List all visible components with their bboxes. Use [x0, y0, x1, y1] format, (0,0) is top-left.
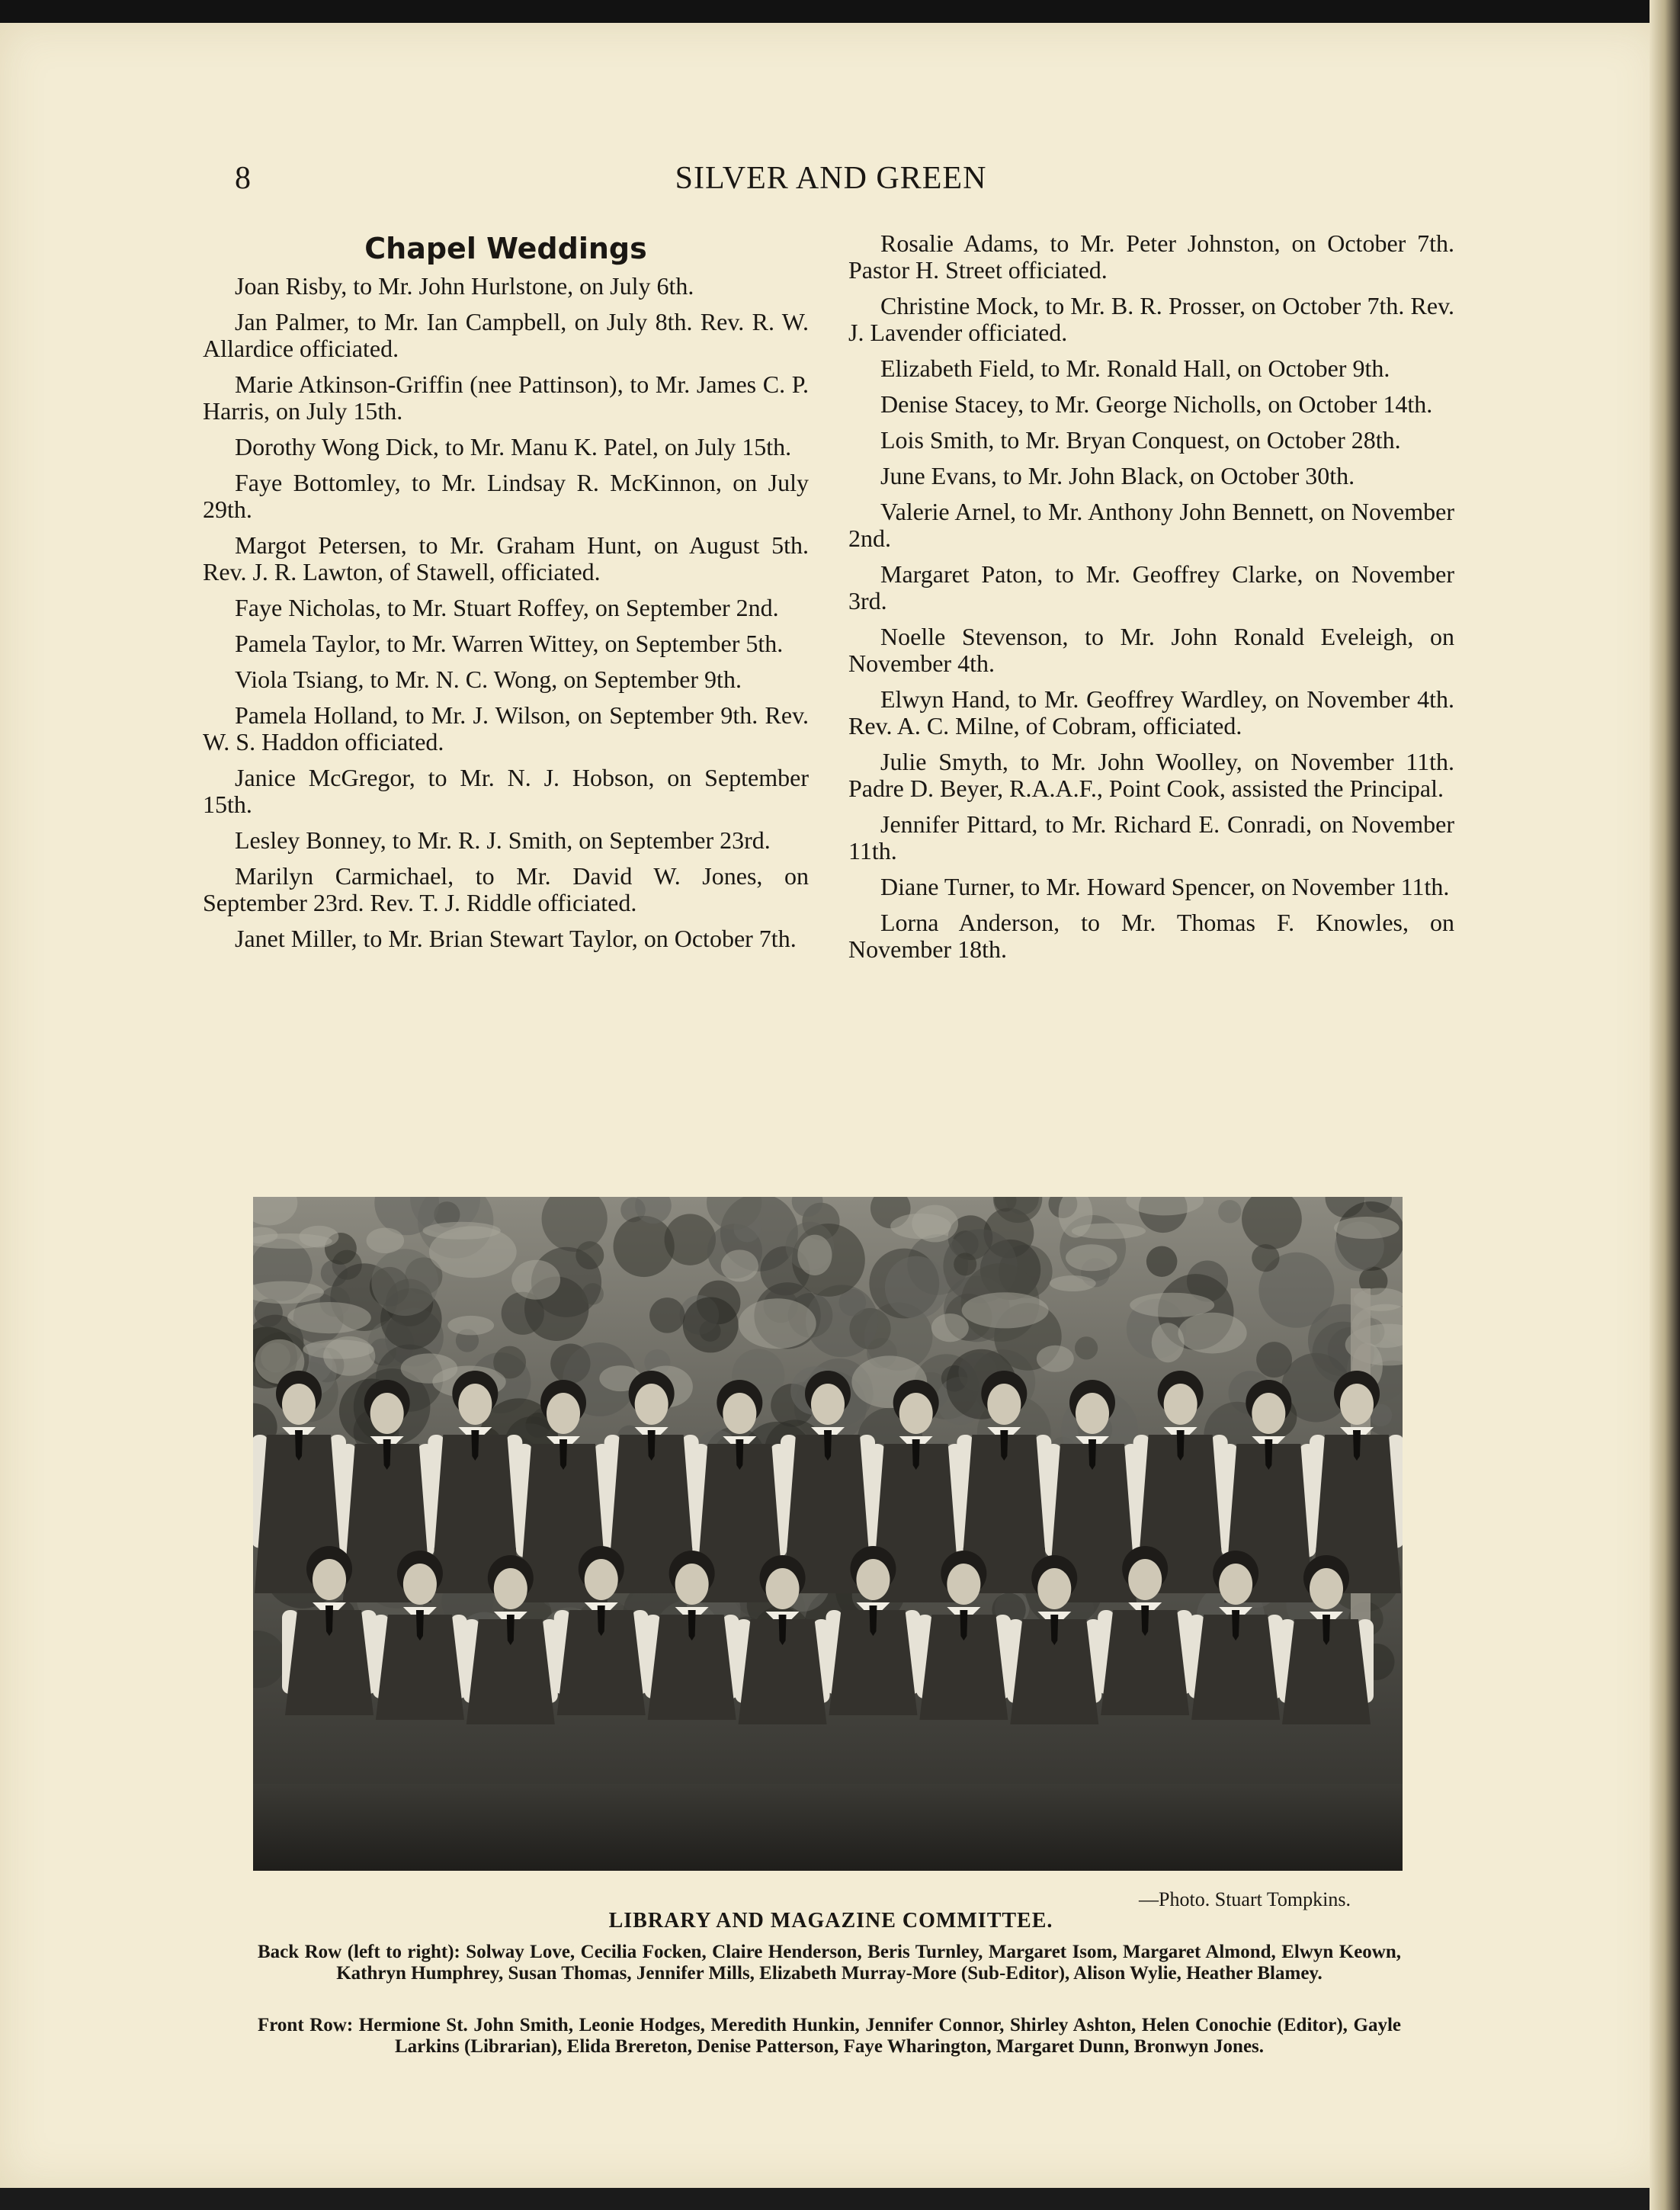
wedding-entry: Margaret Paton, to Mr. Geoffrey Clarke, on November 3rd. — [848, 560, 1454, 614]
wedding-entry: Diane Turner, to Mr. Howard Spencer, on November 11th. — [880, 873, 1450, 900]
wedding-entry: Joan Risby, to Mr. John Hurlstone, on July 6th. — [235, 272, 694, 300]
wedding-entry: Julie Smyth, to Mr. John Woolley, on November 11th. Padre D. Beyer, R.A.A.F., Point Cook, assisted the Principal. — [848, 748, 1454, 802]
photo-credit: —Photo. Stuart Tompkins. — [1139, 1888, 1351, 1910]
photo-caption-title: LIBRARY AND MAGAZINE COMMITTEE. — [608, 1909, 1053, 1933]
wedding-entry: Jan Palmer, to Mr. Ian Campbell, on July 8th. Rev. R. W. Allardice officiated. — [203, 308, 809, 362]
right-column — [848, 230, 1454, 972]
wedding-entry: Lorna Anderson, to Mr. Thomas F. Knowles, on November 18th. — [848, 909, 1454, 963]
magazine-page — [0, 23, 1662, 2188]
left-entries — [203, 273, 809, 952]
wedding-entry: Denise Stacey, to Mr. George Nicholls, on October 14th. — [880, 390, 1433, 418]
wedding-entry: Faye Bottomley, to Mr. Lindsay R. McKinnon, on July 29th. — [203, 469, 809, 523]
wedding-entry: Valerie Arnel, to Mr. Anthony John Bennett, on November 2nd. — [848, 498, 1454, 552]
wedding-entry: Lesley Bonney, to Mr. R. J. Smith, on September 23rd. — [235, 826, 771, 854]
wedding-entry: Noelle Stevenson, to Mr. John Ronald Eveleigh, on November 4th. — [848, 623, 1454, 677]
caption-back-row: Back Row (left to right): Solway Love, Cecilia Focken, Claire Henderson, Beris Turnley, Margaret Isom, Margaret Almond, Elwyn Keown, Kathryn Humphrey, Susan Thomas, Jennifer Mills, Elizabeth Murray-More (Sub-Editor), Alison Wylie, Heather Blamey. — [258, 1942, 1401, 1984]
wedding-entry: June Evans, to Mr. John Black, on October 30th. — [880, 462, 1355, 489]
committee-photo — [253, 1197, 1403, 1871]
wedding-entry: Faye Nicholas, to Mr. Stuart Roffey, on September 2nd. — [235, 594, 779, 621]
wedding-entry: Pamela Holland, to Mr. J. Wilson, on September 9th. Rev. W. S. Haddon officiated. — [203, 701, 809, 755]
wedding-entry: Janet Miller, to Mr. Brian Stewart Taylor, on October 7th. — [235, 925, 797, 952]
wedding-entry: Viola Tsiang, to Mr. N. C. Wong, on September 9th. — [235, 666, 742, 693]
wedding-entry: Christine Mock, to Mr. B. R. Prosser, on October 7th. Rev. J. Lavender officiated. — [848, 292, 1454, 346]
wedding-entry: Marilyn Carmichael, to Mr. David W. Jones, on September 23rd. Rev. T. J. Riddle officiated. — [203, 862, 809, 916]
wedding-entry: Elizabeth Field, to Mr. Ronald Hall, on October 9th. — [880, 354, 1390, 382]
wedding-entry: Janice McGregor, to Mr. N. J. Hobson, on September 15th. — [203, 764, 809, 818]
wedding-entry: Elwyn Hand, to Mr. Geoffrey Wardley, on November 4th. Rev. A. C. Milne, of Cobram, officiated. — [848, 685, 1454, 739]
page-number: 8 — [235, 161, 251, 196]
wedding-entry: Rosalie Adams, to Mr. Peter Johnston, on October 7th. Pastor H. Street officiated. — [848, 229, 1454, 284]
section-title: Chapel Weddings — [364, 232, 647, 265]
caption-front-row: Front Row: Hermione St. John Smith, Leonie Hodges, Meredith Hunkin, Jennifer Connor, Shirley Ashton, Helen Conochie (Editor), Gayle Larkins (Librarian), Elida Brereton, Denise Patterson, Faye Wharington, Margaret Dunn, Bronwyn Jones. — [258, 2015, 1401, 2057]
scan-top-edge — [0, 0, 1680, 23]
wedding-entry: Pamela Taylor, to Mr. Warren Wittey, on September 5th. — [235, 630, 784, 657]
right-entries — [848, 230, 1454, 963]
committee-photo-image — [253, 1197, 1403, 1871]
wedding-entry: Marie Atkinson-Griffin (nee Pattinson), to Mr. James C. P. Harris, on July 15th. — [203, 370, 809, 425]
wedding-entry: Jennifer Pittard, to Mr. Richard E. Conradi, on November 11th. — [848, 810, 1454, 864]
page-binding-edge — [1650, 0, 1680, 2210]
wedding-entry: Margot Petersen, to Mr. Graham Hunt, on August 5th. Rev. J. R. Lawton, of Stawell, officiated. — [203, 531, 809, 585]
left-column — [203, 230, 809, 961]
publication-title: SILVER AND GREEN — [675, 161, 987, 196]
wedding-entry: Dorothy Wong Dick, to Mr. Manu K. Patel, on July 15th. — [235, 433, 792, 460]
wedding-entry: Lois Smith, to Mr. Bryan Conquest, on October 28th. — [880, 426, 1401, 454]
